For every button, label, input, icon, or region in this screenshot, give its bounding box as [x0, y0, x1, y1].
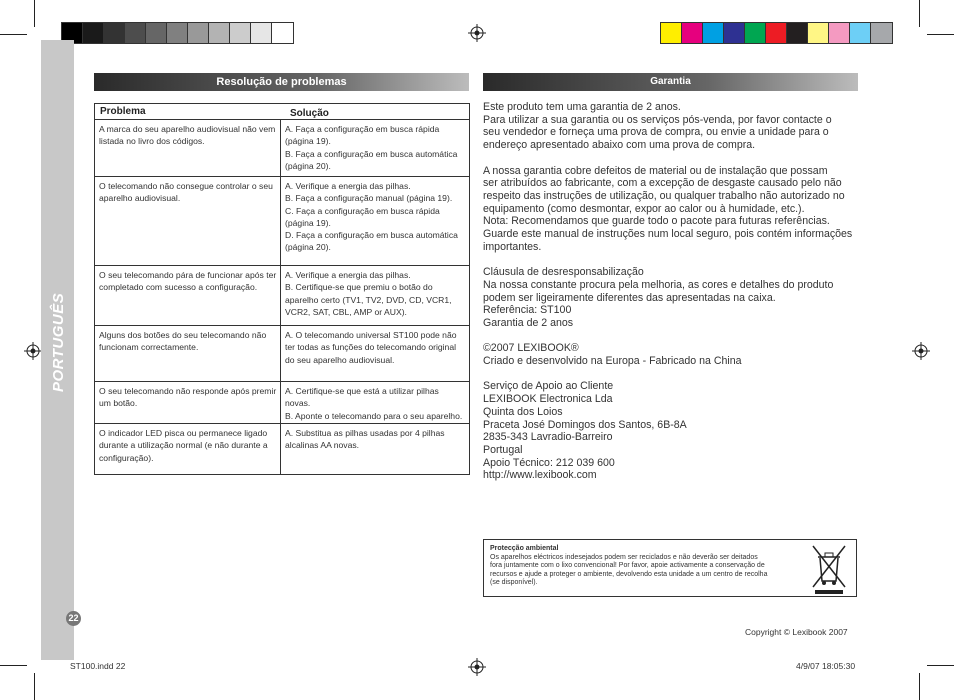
color-swatch [125, 23, 146, 43]
crop-mark [927, 34, 954, 35]
solution-step: A. Verifique a energia das pilhas. [285, 270, 411, 280]
problem-cell: Alguns dos botões do seu telecomando não funcionam correctamente. [95, 326, 281, 381]
table-row [95, 266, 469, 326]
copyright-text: Copyright © Lexibook 2007 [745, 627, 848, 637]
solution-step: A. Faça a configuração em busca rápida (página 19). [285, 124, 440, 147]
warranty-line: Portugal [483, 443, 523, 456]
color-swatch [230, 23, 251, 43]
problem-cell: O seu telecomando não responde após premir um botão. [95, 382, 281, 423]
warranty-line: endereço apresentado abaixo com uma prova de compra. [483, 139, 756, 152]
color-swatch [682, 23, 703, 43]
color-swatch [272, 23, 293, 43]
solution-step: B. Faça a configuração manual (página 19). [285, 193, 453, 204]
color-swatch [83, 23, 104, 43]
table-row [95, 326, 469, 382]
warranty-line: Para utilizar a sua garantia ou os serviços pós-venda, por favor contacte o [483, 113, 832, 126]
solution-cell [281, 326, 469, 381]
problem-cell: A marca do seu aparelho audiovisual não vem listada no livro dos códigos. [95, 120, 281, 176]
environment-title: Protecção ambiental [490, 545, 559, 552]
problem-cell: O telecomando não consegue controlar o seu aparelho audiovisual. [95, 177, 281, 265]
problem-cell: O seu telecomando pára de funcionar após ter completado com sucesso a configuração. [95, 266, 281, 325]
environment-text [490, 554, 802, 587]
language-label: PORTUGUÊS [50, 292, 67, 392]
solution-cell [281, 266, 469, 325]
color-swatch [871, 23, 892, 43]
file-name: ST100.indd 22 [70, 661, 126, 671]
table-header [95, 104, 469, 120]
color-swatch [167, 23, 188, 43]
registration-mark-icon [24, 342, 42, 360]
column-header-problem: Problema [100, 106, 146, 117]
crop-mark [34, 673, 35, 700]
warranty-line: equipamento (como desmontar, expor ao calor ou à humidade, etc.). [483, 202, 805, 215]
warranty-line: LEXIBOOK Electronica Lda [483, 393, 613, 406]
color-swatch [146, 23, 167, 43]
color-swatch [829, 23, 850, 43]
solution-step: B. Faça a configuração em busca automática (página 20). [285, 148, 458, 171]
warranty-line: Apoio Técnico: 212 039 600 [483, 456, 615, 469]
environment-notice [483, 539, 857, 597]
table-row [95, 177, 469, 266]
color-swatch [745, 23, 766, 43]
solution-step: A. Certifique-se que está a utilizar pilhas novas. [285, 386, 439, 409]
warranty-line: A nossa garantia cobre defeitos de material ou de instalação que possam [483, 164, 828, 177]
color-swatch [703, 23, 724, 43]
solution-step: B. Aponte o telecomando para o seu aparelho. [285, 410, 463, 421]
table-row [95, 382, 469, 424]
warranty-line: importantes. [483, 240, 542, 253]
crossed-bin-icon [810, 543, 848, 595]
registration-mark-icon [468, 24, 486, 42]
color-swatch [766, 23, 787, 43]
warranty-line: Na nossa constante procura pela melhoria, as cores e detalhes do produto [483, 278, 834, 291]
warranty-line: Nota: Recomendamos que guarde todo o pacote para futuras referências. [483, 215, 830, 228]
page-number: 22 [66, 611, 81, 626]
solution-step: C. Faça a configuração em busca rápida (página 19). [285, 205, 440, 228]
warranty-line: Quinta dos Loios [483, 405, 563, 418]
gray-color-bar [61, 22, 294, 44]
warranty-line: Guarde este manual de instruções num local seguro, pois contém informações [483, 228, 853, 241]
color-swatch [104, 23, 125, 43]
warranty-line: Este produto tem uma garantia de 2 anos. [483, 101, 681, 113]
solution-cell [281, 177, 469, 265]
environment-line: Os aparelhos eléctricos indesejados podem ser reciclados e não deverão ser deitados [490, 554, 758, 561]
environment-line: (se disponível). [490, 578, 538, 586]
solution-cell [281, 382, 469, 423]
solution-step: D. Faça a configuração em busca automática (página 20). [285, 230, 458, 253]
crop-mark [919, 0, 920, 27]
warranty-line: 2835-343 Lavradio-Barreiro [483, 431, 613, 444]
solution-step: B. Certifique-se que premiu o botão do aparelho certo (TV1, TV2, DVD, CD, VCR1, VCR2, SAT, CBL, AMP or AUX). [285, 282, 452, 317]
process-color-bar [660, 22, 893, 44]
warranty-line: Garantia de 2 anos [483, 316, 574, 329]
warranty-line: ser atribuídos ao fabricante, com a excepção de desgaste causado pelo não [483, 177, 842, 190]
problem-cell: O indicador LED pisca ou permanece ligado durante a utilização normal (e não durante a configuração). [95, 424, 281, 474]
color-swatch [850, 23, 871, 43]
solution-step: A. Verifique a energia das pilhas. [285, 181, 411, 191]
color-swatch [724, 23, 745, 43]
registration-mark-icon [912, 342, 930, 360]
warranty-line: Serviço de Apoio ao Cliente [483, 380, 614, 393]
warranty-line: Cláusula de desresponsabilização [483, 266, 644, 279]
warranty-line: http://www.lexibook.com [483, 469, 597, 482]
solution-cell [281, 120, 469, 176]
solution-cell [281, 424, 469, 474]
environment-line: fora juntamente com o lixo convencional! Por favor, apoie activamente a conservação de [490, 562, 765, 570]
color-swatch [251, 23, 272, 43]
crop-mark [927, 665, 954, 666]
crop-mark [0, 34, 27, 35]
warranty-line: ©2007 LEXIBOOK® [483, 342, 579, 355]
color-swatch [209, 23, 230, 43]
warranty-header: Garantia [483, 73, 858, 91]
column-header-solution: Solução [290, 108, 329, 119]
troubleshooting-table [94, 103, 470, 475]
print-timestamp: 4/9/07 18:05:30 [796, 661, 856, 671]
table-row [95, 120, 469, 177]
warranty-line: podem ser ligeiramente diferentes das apresentadas na caixa. [483, 291, 776, 304]
warranty-line: Criado e desenvolvido na Europa - Fabricado na China [483, 355, 742, 368]
color-swatch [661, 23, 682, 43]
registration-mark-icon [468, 658, 486, 676]
table-row [95, 424, 469, 474]
color-swatch [787, 23, 808, 43]
troubleshooting-header: Resolução de problemas [94, 73, 469, 91]
warranty-line: Praceta José Domingos dos Santos, 6B-8A [483, 418, 687, 431]
solution-step: A. Substitua as pilhas usadas por 4 pilhas alcalinas AA novas. [285, 428, 445, 451]
warranty-line: respeito das instruções de utilização, ou qualquer trabalho não autorizado no [483, 189, 845, 202]
crop-mark [919, 673, 920, 700]
solution-step: A. O telecomando universal ST100 pode não ter todas as funções do telecomando original do seu aparelho audiovisual. [285, 330, 457, 365]
warranty-line: Referência: ST100 [483, 304, 572, 317]
color-swatch [808, 23, 829, 43]
crop-mark [0, 665, 27, 666]
warranty-line: seu vendedor e forneça uma prova de compra, ou envie a unidade para o [483, 126, 829, 139]
color-swatch [188, 23, 209, 43]
environment-line: recursos e ajude a proteger o ambiente, devolvendo esta unidade a um centro de recolha [490, 570, 768, 578]
crop-mark [34, 0, 35, 27]
warranty-text [483, 101, 863, 482]
